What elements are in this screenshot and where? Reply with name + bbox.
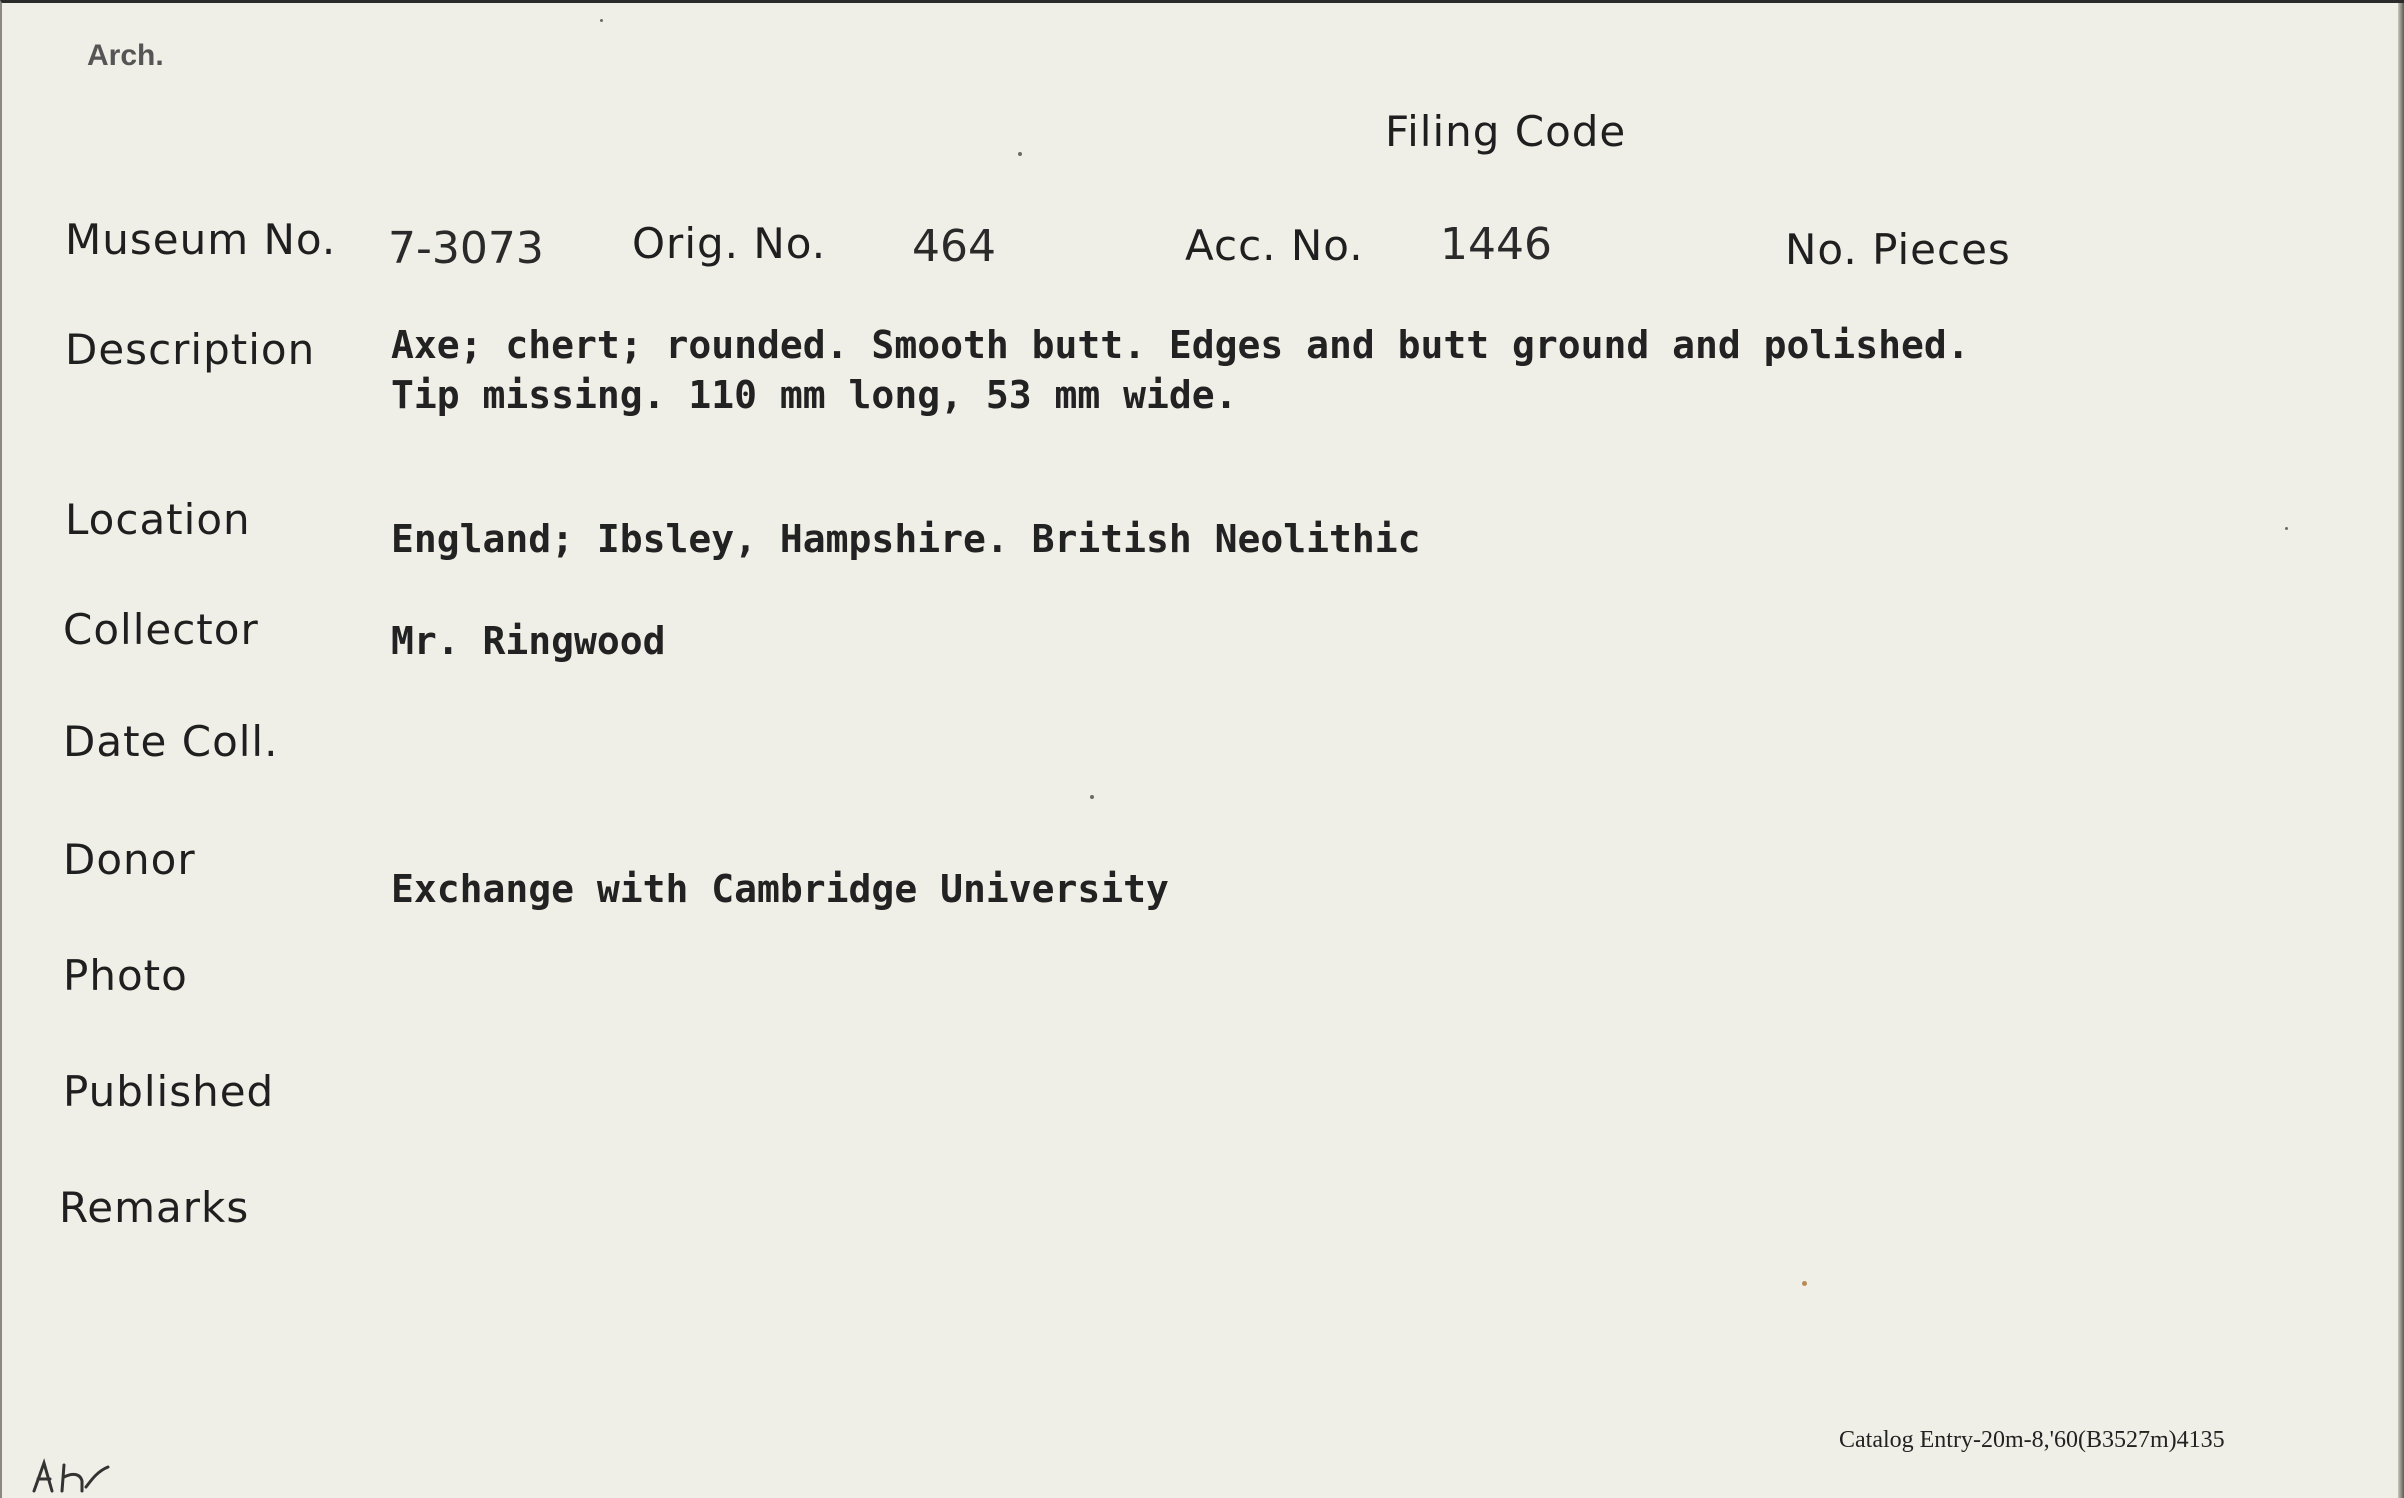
museum-no-value: 7-3073 [388, 223, 544, 274]
orig-no-value: 464 [912, 221, 996, 272]
location-value: England; Ibsley, Hampshire. British Neolithic [391, 517, 1421, 561]
description-line-2: Tip missing. 110 mm long, 53 mm wide. [391, 373, 1238, 417]
museum-no-label: Museum No. [65, 215, 337, 264]
paper-speck [600, 19, 603, 22]
paper-speck [1090, 795, 1094, 799]
description-label: Description [65, 325, 316, 374]
description-line-1: Axe; chert; rounded. Smooth butt. Edges and butt ground and polished. [391, 323, 1970, 367]
collector-label: Collector [63, 605, 259, 654]
orig-no-label: Orig. No. [632, 219, 827, 268]
donor-value: Exchange with Cambridge University [391, 867, 1169, 911]
photo-label: Photo [63, 951, 188, 1000]
published-label: Published [63, 1067, 275, 1116]
catalog-entry-print: Catalog Entry-20m-8,'60(B3527m)4135 [1839, 1427, 2225, 1453]
acc-no-value: 1446 [1440, 219, 1552, 270]
initials-signature [28, 1451, 118, 1497]
date-coll-label: Date Coll. [63, 717, 279, 766]
paper-speck [1802, 1281, 1807, 1286]
location-label: Location [65, 495, 251, 544]
donor-label: Donor [63, 835, 196, 884]
acc-no-label: Acc. No. [1185, 221, 1364, 270]
paper-speck [2285, 527, 2288, 530]
no-pieces-label: No. Pieces [1785, 225, 2011, 274]
collector-value: Mr. Ringwood [391, 619, 666, 663]
remarks-label: Remarks [59, 1183, 250, 1232]
department-stamp: Arch. [87, 39, 164, 72]
paper-speck [1018, 152, 1022, 156]
filing-code-label: Filing Code [1385, 107, 1627, 156]
